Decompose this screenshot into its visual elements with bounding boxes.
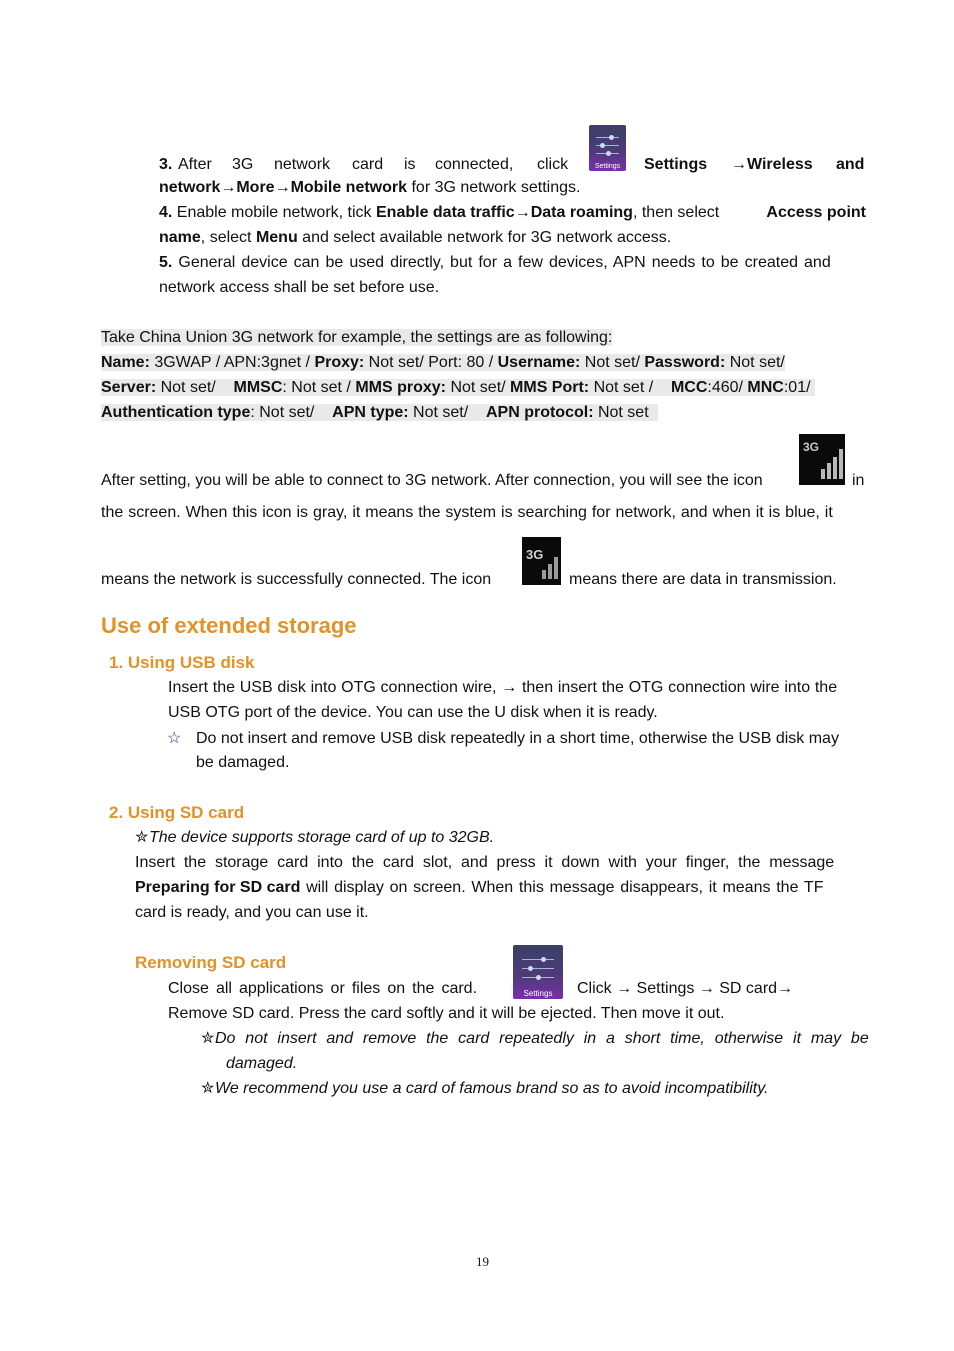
remove-note1-line2 bbox=[226, 1054, 297, 1074]
usb-text: USB OTG port of the device. You can use the U disk when it is ready. bbox=[168, 704, 658, 721]
step3-word: is bbox=[404, 156, 416, 173]
apn-row-3 bbox=[101, 403, 658, 423]
apn-value: : Not set / bbox=[282, 379, 356, 396]
after-line3 bbox=[101, 570, 491, 590]
apn-value: Not set/ bbox=[156, 379, 234, 396]
after-text: in bbox=[852, 472, 865, 489]
step3-word: network bbox=[274, 156, 331, 173]
usb-text: Insert the USB disk into OTG connection wire, → then insert the OTG connection wire into the bbox=[168, 679, 838, 696]
step3-word: connected, bbox=[435, 156, 514, 173]
step3-word: card bbox=[352, 156, 384, 173]
apn-value: Not set/ bbox=[725, 354, 785, 371]
sd-text: Insert the storage card into the card slot, and press it down with your finger, the message bbox=[135, 854, 835, 871]
after-line2 bbox=[101, 503, 833, 523]
after-text: means there are data in transmission. bbox=[569, 571, 837, 588]
step4-bold: Menu bbox=[255, 229, 298, 246]
usb-line1 bbox=[168, 678, 837, 698]
section-title: Use of extended storage bbox=[101, 613, 357, 638]
remove-note1-line1 bbox=[215, 1029, 869, 1049]
remove-text: Close all applications or files on the card. bbox=[168, 980, 478, 997]
remove-line1-end bbox=[577, 979, 793, 999]
star-icon: ✮ bbox=[201, 1080, 215, 1097]
step3-word: click bbox=[537, 156, 569, 173]
remove-line1 bbox=[168, 979, 477, 999]
apn-label: Server: bbox=[101, 379, 157, 396]
apn-label: Authentication type bbox=[101, 404, 251, 421]
step3-word: After bbox=[178, 156, 212, 173]
sd-bold: Preparing for SD card bbox=[135, 879, 301, 896]
step4-text: and select available network for 3G network access. bbox=[297, 229, 672, 246]
apn-label: MNC bbox=[747, 379, 784, 396]
remove-note-text: damaged. bbox=[226, 1055, 298, 1072]
settings-icon-caption: Settings bbox=[523, 989, 553, 998]
sd-subtitle: 2. Using SD card bbox=[109, 803, 245, 822]
page-number: 19 bbox=[476, 1254, 489, 1269]
3g-icon-label: 3G bbox=[526, 547, 544, 562]
apn-value: Not set/ bbox=[580, 354, 645, 371]
sd-line1 bbox=[135, 853, 834, 873]
step4-bold: name bbox=[159, 229, 201, 246]
after-line1 bbox=[101, 471, 763, 491]
star-icon: ☆ bbox=[167, 730, 182, 747]
usb-note-text: Do not insert and remove USB disk repeatedly in a short time, otherwise the USB disk may bbox=[196, 730, 839, 747]
apn-row-1 bbox=[101, 353, 785, 373]
after-text: means the network is successfully connected. The icon bbox=[101, 571, 492, 588]
remove-note-text: We recommend you use a card of famous brand so as to avoid incompatibility. bbox=[215, 1080, 769, 1097]
apn-label: APN type: bbox=[332, 404, 409, 421]
step3-settings-link: Settings bbox=[644, 156, 708, 173]
remove-note-text: Do not insert and remove the card repeatedly in a short time, otherwise it may be bbox=[215, 1030, 869, 1047]
apn-value: 3GWAP / APN:3gnet / bbox=[149, 354, 315, 371]
apn-intro-text: Take China Union 3G network for example, the settings are as following: bbox=[101, 329, 613, 346]
sd-line2 bbox=[135, 878, 823, 898]
3g-data-transmission-icon bbox=[522, 537, 561, 585]
settings-icon-caption: Settings bbox=[594, 163, 621, 170]
star-icon: ✮ bbox=[135, 829, 149, 846]
after-text: the screen. When this icon is gray, it means the system is searching for network, and when it is blue, it bbox=[101, 504, 833, 521]
step4-arrow: → bbox=[514, 204, 531, 221]
step3-word: and bbox=[836, 156, 865, 173]
apn-row-2 bbox=[101, 378, 815, 398]
step4-bold: Data roaming bbox=[530, 204, 633, 221]
apn-label: Proxy: bbox=[314, 354, 365, 371]
sd-note-text: The device supports storage card of up to 32GB. bbox=[149, 829, 495, 846]
usb-note-line1 bbox=[196, 729, 839, 749]
step3-number: 3. bbox=[159, 156, 173, 173]
step5-text: General device can be used directly, but for a few devices, APN needs to be created and bbox=[172, 254, 831, 271]
step3-mobile-network-path: network→More→Mobile network bbox=[159, 179, 408, 196]
step4-bold: Access point bbox=[766, 204, 866, 221]
sd-line3 bbox=[135, 903, 369, 923]
remove-text: Click → Settings → SD card→ bbox=[577, 980, 794, 997]
step3-word: 3G bbox=[232, 156, 254, 173]
apn-value: :01/ bbox=[783, 379, 815, 396]
sd-text: will display on screen. When this message disappears, it means the TF bbox=[300, 879, 824, 896]
apn-value: Not set/ Port: 80 / bbox=[364, 354, 498, 371]
remove-text: Remove SD card. Press the card softly and it will be ejected. Then move it out. bbox=[168, 1005, 725, 1022]
apn-label: APN protocol: bbox=[485, 404, 594, 421]
settings-icon bbox=[513, 945, 563, 999]
usb-note-text: be damaged. bbox=[196, 754, 290, 771]
sd-text: card is ready, and you can use it. bbox=[135, 904, 369, 921]
usb-subtitle: 1. Using USB disk bbox=[109, 653, 255, 672]
step5-line2 bbox=[159, 278, 439, 298]
sd-note bbox=[149, 828, 494, 848]
settings-icon bbox=[589, 125, 626, 171]
step4-bold: Enable data traffic bbox=[376, 204, 515, 221]
apn-label: MMSC bbox=[233, 379, 283, 396]
3g-icon-label: 3G bbox=[803, 440, 820, 454]
step3-wireless-link: →Wireless bbox=[731, 156, 813, 173]
remove-subtitle: Removing SD card bbox=[135, 953, 287, 972]
apn-value: Not set bbox=[593, 404, 658, 421]
after-line3-end bbox=[569, 570, 837, 590]
step3-line2 bbox=[159, 178, 580, 198]
star-icon: ✮ bbox=[201, 1030, 215, 1047]
usb-note-line2 bbox=[196, 753, 289, 773]
step4-text: , select bbox=[200, 229, 256, 246]
usb-line2 bbox=[168, 703, 658, 723]
step5-line1 bbox=[159, 253, 831, 273]
apn-label: MCC bbox=[670, 379, 708, 396]
step4-text: , then select bbox=[632, 204, 720, 221]
step4-line1 bbox=[159, 203, 866, 223]
after-line1-end bbox=[852, 471, 864, 491]
apn-label: Username: bbox=[497, 354, 581, 371]
apn-label: Name: bbox=[101, 354, 150, 371]
apn-value: Not set/ bbox=[408, 404, 486, 421]
apn-label: MMS proxy: bbox=[355, 379, 446, 396]
remove-note2 bbox=[215, 1079, 768, 1099]
apn-value: :460/ bbox=[707, 379, 748, 396]
3g-signal-icon bbox=[799, 434, 845, 485]
step4-line2 bbox=[159, 228, 671, 248]
apn-intro bbox=[101, 328, 612, 348]
after-text: After setting, you will be able to connect to 3G network. After connection, you will see the icon bbox=[101, 472, 763, 489]
apn-value: : Not set/ bbox=[250, 404, 333, 421]
remove-line2 bbox=[168, 1004, 724, 1024]
step4-number: 4. bbox=[159, 204, 173, 221]
apn-value: Not set / bbox=[589, 379, 671, 396]
apn-label: MMS Port: bbox=[510, 379, 590, 396]
apn-value: Not set/ bbox=[446, 379, 511, 396]
step4-text: Enable mobile network, tick bbox=[172, 204, 376, 221]
step5-number: 5. bbox=[159, 254, 173, 271]
apn-label: Password: bbox=[644, 354, 726, 371]
step3-text: for 3G network settings. bbox=[407, 179, 581, 196]
step5-text: network access shall be set before use. bbox=[159, 279, 440, 296]
